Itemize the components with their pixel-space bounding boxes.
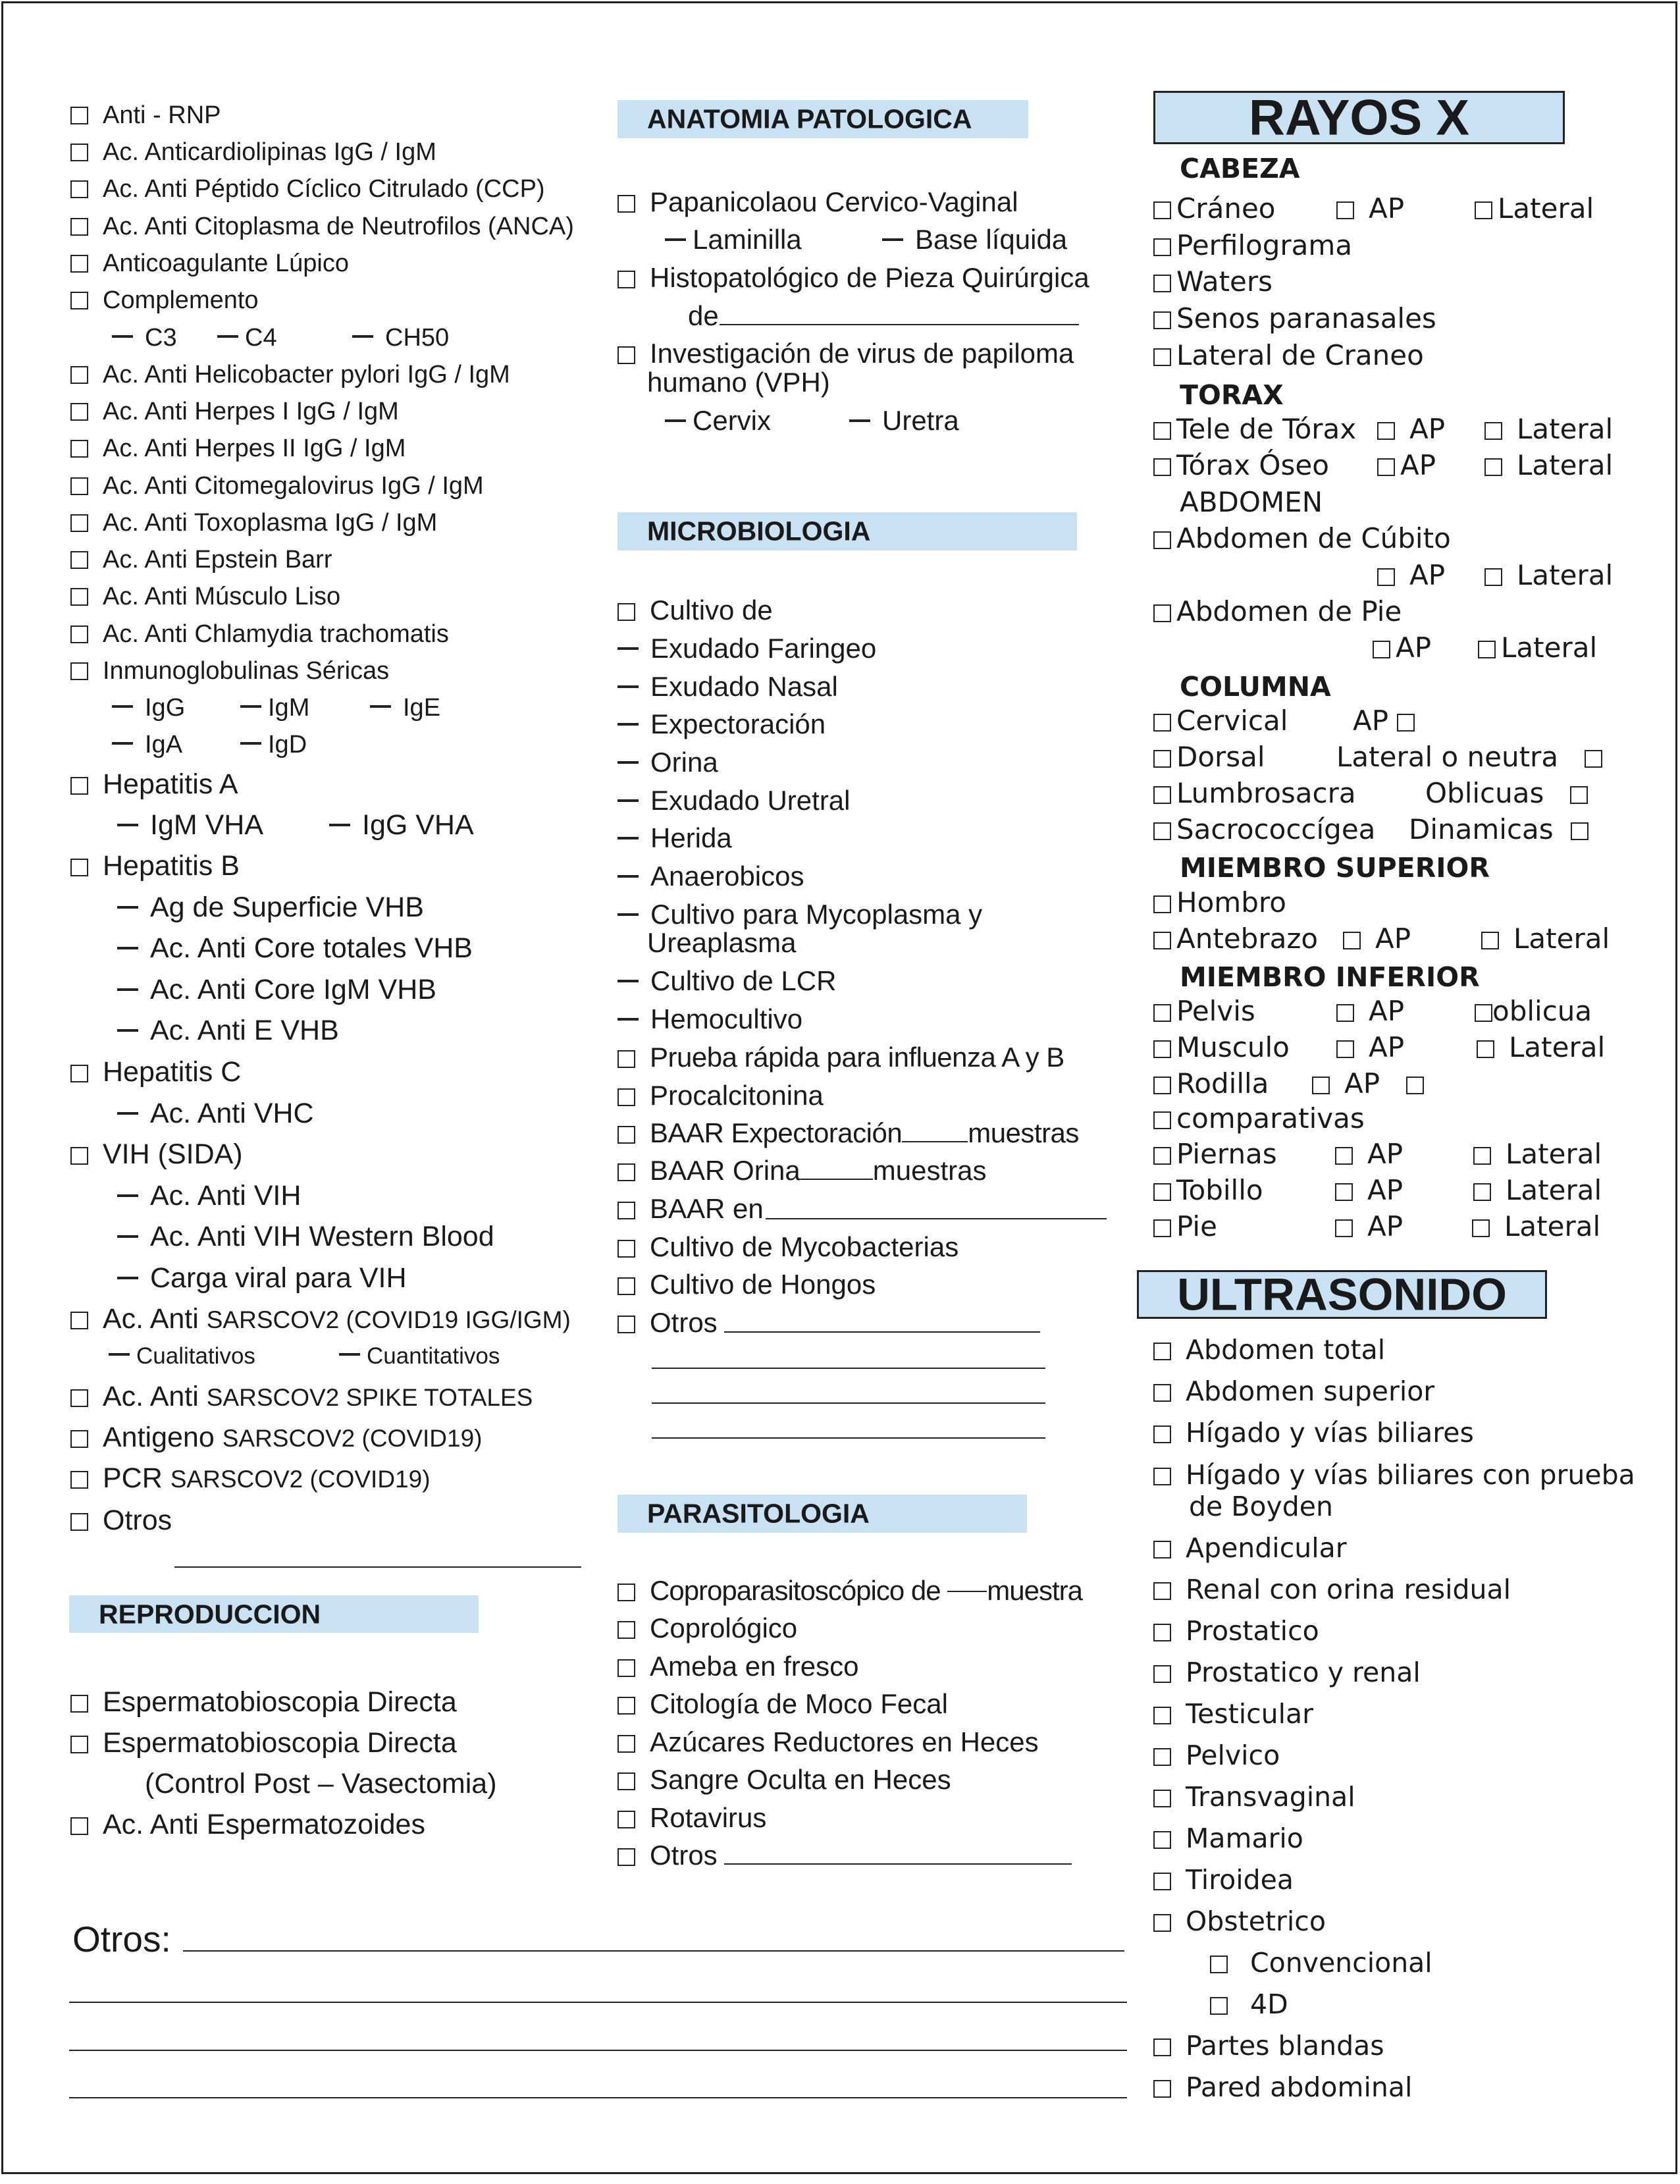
- item-vph-line2: humano (VPH): [647, 367, 830, 398]
- opt-antebrazo-ap[interactable]: AP: [1343, 925, 1411, 953]
- sub-base-liquida[interactable]: Base líquida: [882, 226, 1067, 253]
- sub-western-blood[interactable]: Ac. Anti VIH Western Blood: [117, 1223, 494, 1251]
- checkbox[interactable]: [1153, 1748, 1171, 1766]
- item-musculo[interactable]: Musculo: [1153, 1034, 1290, 1061]
- opt-musculo-ap[interactable]: AP: [1336, 1034, 1404, 1061]
- us-tiroidea[interactable]: Tiroidea: [1153, 1867, 1294, 1894]
- item-vih[interactable]: VIH (SIDA): [70, 1140, 243, 1169]
- item-procalcitonina[interactable]: Procalcitonina: [617, 1082, 824, 1109]
- sub-igg-vha[interactable]: IgG VHA: [329, 811, 474, 839]
- checkbox[interactable]: [1336, 201, 1354, 219]
- checkbox[interactable]: [1153, 1790, 1171, 1807]
- checkbox[interactable]: [1484, 422, 1502, 440]
- sub-cervix[interactable]: Cervix: [665, 407, 771, 435]
- checkbox[interactable]: [1336, 1004, 1354, 1022]
- us-pelvico[interactable]: Pelvico: [1153, 1742, 1280, 1769]
- checkbox[interactable]: [70, 218, 88, 236]
- checkbox[interactable]: [70, 588, 88, 606]
- checkbox[interactable]: [1377, 458, 1395, 476]
- item-coprologico[interactable]: Coprológico: [617, 1614, 797, 1642]
- checkbox[interactable]: [70, 1736, 88, 1753]
- checkbox[interactable]: [1473, 1147, 1491, 1165]
- item-abdomen-cubito[interactable]: Abdomen de Cúbito: [1153, 525, 1451, 552]
- sub-laminilla[interactable]: Laminilla: [665, 226, 802, 253]
- item-vph[interactable]: Investigación de virus de papiloma: [617, 340, 1074, 367]
- sub-expectoracion[interactable]: Expectoración: [617, 710, 826, 738]
- item-complemento[interactable]: Complemento: [70, 288, 259, 313]
- opt-pelvis-oblicua[interactable]: oblicua: [1475, 998, 1592, 1025]
- opt-oseo-lateral[interactable]: Lateral: [1484, 452, 1613, 479]
- subheader-cabeza: CABEZA: [1180, 153, 1300, 184]
- section-header-ultrasonido: ULTRASONIDO: [1137, 1270, 1547, 1319]
- opt-tele-ap[interactable]: AP: [1377, 415, 1445, 443]
- checkbox[interactable]: [617, 1621, 635, 1639]
- checkbox[interactable]: [1153, 1624, 1171, 1641]
- checkbox[interactable]: [1153, 1468, 1171, 1485]
- checkbox[interactable]: [1312, 1077, 1330, 1094]
- us-renal[interactable]: Renal con orina residual: [1153, 1576, 1511, 1603]
- item-tele-torax[interactable]: Tele de Tórax: [1153, 415, 1356, 443]
- sub-exudado-faringeo[interactable]: Exudado Faringeo: [617, 635, 876, 662]
- section-header-reproduccion: REPRODUCCION: [69, 1595, 479, 1633]
- item-moco-fecal[interactable]: Citología de Moco Fecal: [617, 1690, 948, 1718]
- checkbox[interactable]: [1153, 1343, 1171, 1360]
- item-influenza[interactable]: Prueba rápida para influenza A y B: [617, 1044, 1064, 1071]
- sub-cuantitativos[interactable]: Cuantitativos: [339, 1345, 500, 1368]
- checkbox[interactable]: [1210, 1956, 1228, 1973]
- checkbox[interactable]: [70, 1389, 88, 1407]
- item-anti-rnp[interactable]: Anti - RNP: [70, 103, 221, 128]
- item-baar-orina[interactable]: BAAR Orina muestras: [617, 1157, 986, 1185]
- checkbox[interactable]: [1153, 1665, 1171, 1683]
- item-baar-expectoracion[interactable]: BAAR Expectoración muestras: [617, 1119, 1079, 1147]
- item-pie[interactable]: Pie: [1153, 1213, 1217, 1240]
- sub-iga[interactable]: IgA: [112, 732, 182, 757]
- checkbox[interactable]: [1336, 1040, 1354, 1058]
- sub-anti-core-igm[interactable]: Ac. Anti Core IgM VHB: [117, 976, 436, 1004]
- checkbox[interactable]: [1473, 1183, 1491, 1201]
- item-sacrococcigea[interactable]: Sacrococcígea: [1153, 816, 1375, 843]
- item-hepatitis-a[interactable]: Hepatitis A: [70, 770, 238, 799]
- item-ameba[interactable]: Ameba en fresco: [617, 1653, 859, 1680]
- checkbox[interactable]: [1343, 932, 1361, 949]
- checkbox[interactable]: [1153, 714, 1171, 732]
- item-citomegalovirus[interactable]: Ac. Anti Citomegalovirus IgG / IgM: [70, 473, 484, 498]
- item-lumbrosacra[interactable]: Lumbrosacra: [1153, 780, 1356, 807]
- checkbox[interactable]: [1335, 1147, 1353, 1165]
- checkbox[interactable]: [1153, 311, 1171, 329]
- checkbox[interactable]: [617, 1772, 635, 1790]
- checkbox[interactable]: [1153, 1873, 1171, 1890]
- baar-exp-blank[interactable]: [902, 1141, 968, 1142]
- checkbox[interactable]: [617, 1126, 635, 1144]
- item-coproparasitoscopico[interactable]: Coproparasitoscópico de muestra: [617, 1577, 1082, 1605]
- section-header-rayos-x: RAYOS X: [1153, 91, 1565, 144]
- checkbox[interactable]: [70, 1147, 88, 1165]
- item-piernas[interactable]: Piernas: [1153, 1140, 1277, 1168]
- subheader-torax: TORAX: [1180, 379, 1284, 411]
- checkbox[interactable]: [1153, 422, 1171, 440]
- item-otros-parasito[interactable]: Otros: [617, 1842, 718, 1869]
- checkbox[interactable]: [617, 195, 635, 213]
- sub-igm-vha[interactable]: IgM VHA: [117, 811, 263, 839]
- item-perfilograma[interactable]: Perfilograma: [1153, 232, 1352, 259]
- footer-otros-line-3[interactable]: [69, 2050, 1127, 2051]
- opt-musculo-lateral[interactable]: Lateral: [1477, 1034, 1605, 1061]
- us-abdomen-superior[interactable]: Abdomen superior: [1153, 1378, 1434, 1405]
- sub-hemocultivo[interactable]: Hemocultivo: [617, 1005, 802, 1033]
- sub-ige[interactable]: IgE: [370, 695, 440, 720]
- opt-cubito-ap[interactable]: AP: [1377, 562, 1445, 589]
- opt-pie-ap-2[interactable]: AP: [1335, 1213, 1403, 1240]
- item-cervical[interactable]: Cervical: [1153, 707, 1288, 735]
- checkbox[interactable]: [617, 1202, 635, 1219]
- opt-rodilla-ap[interactable]: AP: [1312, 1070, 1424, 1098]
- checkbox[interactable]: [1153, 604, 1171, 622]
- checkbox[interactable]: [70, 440, 88, 458]
- item-otros-micro[interactable]: Otros: [617, 1309, 718, 1337]
- sub-orina[interactable]: Orina: [617, 749, 718, 776]
- checkbox[interactable]: [70, 1312, 88, 1329]
- item-histopatologico[interactable]: Histopatológico de Pieza Quirúrgica: [617, 264, 1089, 292]
- checkbox[interactable]: [1153, 1831, 1171, 1849]
- footer-otros-line-1[interactable]: [183, 1950, 1124, 1952]
- checkbox[interactable]: [617, 1811, 635, 1828]
- us-abdomen-total[interactable]: Abdomen total: [1153, 1337, 1385, 1364]
- section-header-microbiologia: MICROBIOLOGIA: [617, 512, 1077, 550]
- checkbox[interactable]: [70, 1471, 88, 1489]
- item-hepatitis-c[interactable]: Hepatitis C: [70, 1058, 241, 1086]
- checkbox[interactable]: [1585, 750, 1602, 768]
- checkbox[interactable]: [70, 777, 88, 795]
- checkbox[interactable]: [70, 107, 88, 124]
- checkbox[interactable]: [617, 1163, 635, 1181]
- sub-c3[interactable]: C3: [112, 325, 177, 350]
- checkbox[interactable]: [1153, 1914, 1171, 1932]
- otros-micro-line-3[interactable]: [652, 1402, 1045, 1404]
- checkbox[interactable]: [1153, 348, 1171, 366]
- us-pared-abdominal[interactable]: Pared abdominal: [1153, 2074, 1412, 2101]
- sub-c4[interactable]: C4: [217, 325, 277, 350]
- sub-igg[interactable]: IgG: [112, 695, 185, 720]
- item-hombro[interactable]: Hombro: [1153, 889, 1286, 917]
- item-abdomen-pie[interactable]: Abdomen de Pie: [1153, 598, 1402, 626]
- checkbox[interactable]: [1570, 786, 1588, 804]
- checkbox[interactable]: [1153, 1707, 1171, 1724]
- checkbox[interactable]: [617, 1316, 635, 1333]
- item-pelvis[interactable]: Pelvis: [1153, 998, 1255, 1025]
- item-herpes-2[interactable]: Ac. Anti Herpes II IgG / IgM: [70, 436, 406, 461]
- checkbox[interactable]: [1153, 1077, 1171, 1094]
- checkbox[interactable]: [1477, 1040, 1494, 1058]
- item-senos-paranasales[interactable]: Senos paranasales: [1153, 305, 1436, 333]
- item-covid-pcr[interactable]: PCR SARSCOV2 (COVID19): [70, 1464, 431, 1493]
- opt-tele-lateral[interactable]: Lateral: [1484, 415, 1613, 443]
- item-otros-col1[interactable]: Otros: [70, 1506, 172, 1535]
- otros-micro-line-4[interactable]: [652, 1437, 1045, 1439]
- section-header-anatomia: ANATOMIA PATOLOGICA: [617, 100, 1028, 138]
- opt-tobillo-ap[interactable]: AP: [1335, 1177, 1403, 1204]
- opt-oblicuas[interactable]: Oblicuas: [1425, 780, 1588, 807]
- subheader-abdomen: ABDOMEN: [1180, 486, 1323, 518]
- baar-en-line[interactable]: [766, 1218, 1107, 1219]
- item-anti-espermatozoides[interactable]: Ac. Anti Espermatozoides: [70, 1811, 425, 1839]
- item-mycobacterias[interactable]: Cultivo de Mycobacterias: [617, 1233, 958, 1261]
- checkbox[interactable]: [70, 662, 88, 680]
- item-control-post-vasectomia: (Control Post – Vasectomia): [145, 1768, 497, 1799]
- us-higado-boyden-line2: de Boyden: [1189, 1491, 1333, 1522]
- item-musculo-liso[interactable]: Ac. Anti Músculo Liso: [70, 584, 340, 609]
- checkbox[interactable]: [1335, 1183, 1353, 1201]
- subheader-columna: COLUMNA: [1180, 671, 1331, 703]
- checkbox[interactable]: [1153, 531, 1171, 549]
- checkbox[interactable]: [1478, 641, 1496, 658]
- opt-tobillo-lateral[interactable]: Lateral: [1473, 1177, 1602, 1204]
- checkbox[interactable]: [1153, 1219, 1171, 1237]
- otros-parasito-line[interactable]: [724, 1863, 1072, 1865]
- checkbox[interactable]: [1475, 1004, 1492, 1022]
- item-espermato-directa[interactable]: Espermatobioscopia Directa: [70, 1688, 457, 1717]
- checkbox[interactable]: [617, 1584, 635, 1601]
- checkbox[interactable]: [70, 1065, 88, 1082]
- checkbox[interactable]: [1484, 568, 1502, 586]
- checkbox[interactable]: [617, 1050, 635, 1068]
- checkbox[interactable]: [1335, 1219, 1353, 1237]
- opt-pelvis-ap[interactable]: AP: [1336, 998, 1404, 1025]
- item-inmunoglobulinas[interactable]: Inmunoglobulinas Séricas: [70, 658, 389, 683]
- checkbox[interactable]: [1153, 895, 1171, 913]
- checkbox[interactable]: [617, 1659, 635, 1677]
- item-espermato-vasectomia[interactable]: Espermatobioscopia Directa: [70, 1729, 457, 1757]
- item-antebrazo[interactable]: Antebrazo: [1153, 925, 1318, 953]
- us-prostatico-renal[interactable]: Prostatico y renal: [1153, 1659, 1421, 1686]
- item-hongos[interactable]: Cultivo de Hongos: [617, 1271, 876, 1298]
- checkbox[interactable]: [1153, 275, 1171, 292]
- checkbox[interactable]: [617, 346, 635, 364]
- checkbox[interactable]: [617, 1277, 635, 1295]
- opt-pie-lateral-2[interactable]: Lateral: [1472, 1213, 1600, 1240]
- opt-craneo-ap[interactable]: AP: [1336, 195, 1404, 223]
- item-covid-antigeno[interactable]: Antigeno SARSCOV2 (COVID19): [70, 1424, 483, 1452]
- checkbox[interactable]: [1210, 1997, 1228, 2015]
- item-toxoplasma[interactable]: Ac. Anti Toxoplasma IgG / IgM: [70, 510, 437, 535]
- otros-micro-line-1[interactable]: [724, 1331, 1040, 1333]
- checkbox[interactable]: [1153, 2038, 1171, 2056]
- checkbox[interactable]: [1571, 822, 1588, 840]
- checkbox[interactable]: [1153, 1183, 1171, 1201]
- subheader-miembro-superior: MIEMBRO SUPERIOR: [1180, 852, 1490, 884]
- item-anca[interactable]: Ac. Anti Citoplasma de Neutrofilos (ANCA): [70, 214, 574, 239]
- checkbox[interactable]: [1481, 932, 1499, 949]
- sub-cualitativos[interactable]: Cualitativos: [109, 1345, 255, 1368]
- checkbox[interactable]: [70, 514, 88, 532]
- item-chlamydia[interactable]: Ac. Anti Chlamydia trachomatis: [70, 622, 449, 647]
- histo-de-line[interactable]: [720, 324, 1079, 325]
- opt-piernas-lateral[interactable]: Lateral: [1473, 1140, 1602, 1168]
- sub-herida[interactable]: Herida: [617, 824, 732, 852]
- item-ccp[interactable]: Ac. Anti Péptido Cíclico Citrulado (CCP): [70, 176, 545, 201]
- footer-otros-label: Otros:: [72, 1919, 171, 1959]
- checkbox[interactable]: [617, 1240, 635, 1258]
- us-higado[interactable]: Hígado y vías biliares: [1153, 1420, 1474, 1447]
- checkbox[interactable]: [1397, 714, 1415, 732]
- checkbox[interactable]: [1484, 458, 1502, 476]
- checkbox[interactable]: [70, 859, 88, 876]
- us-4d[interactable]: 4D: [1210, 1991, 1288, 2018]
- opt-pie-lateral[interactable]: Lateral: [1478, 634, 1597, 662]
- checkbox[interactable]: [70, 144, 88, 161]
- copro-blank[interactable]: [947, 1591, 987, 1592]
- footer-otros-line-4[interactable]: [69, 2097, 1127, 2098]
- checkbox[interactable]: [70, 255, 88, 273]
- checkbox[interactable]: [1472, 1219, 1490, 1237]
- opt-craneo-lateral[interactable]: Lateral: [1475, 195, 1594, 223]
- checkbox[interactable]: [1153, 1004, 1171, 1022]
- us-prostatico[interactable]: Prostatico: [1153, 1618, 1319, 1645]
- checkbox[interactable]: [617, 1848, 635, 1866]
- item-sangre-oculta[interactable]: Sangre Oculta en Heces: [617, 1766, 951, 1794]
- checkbox[interactable]: [617, 1735, 635, 1753]
- checkbox[interactable]: [70, 477, 88, 495]
- sub-carga-viral[interactable]: Carga viral para VIH: [117, 1264, 407, 1292]
- item-azucares[interactable]: Azúcares Reductores en Heces: [617, 1728, 1039, 1756]
- item-hepatitis-b[interactable]: Hepatitis B: [70, 852, 240, 880]
- item-anticardiolipinas[interactable]: Ac. Anticardiolipinas IgG / IgM: [70, 140, 436, 165]
- checkbox[interactable]: [70, 1430, 88, 1448]
- sub-ag-superficie[interactable]: Ag de Superficie VHB: [117, 893, 424, 922]
- item-comparativas[interactable]: comparativas: [1153, 1105, 1365, 1132]
- checkbox[interactable]: [1373, 641, 1390, 658]
- checkbox[interactable]: [1153, 1384, 1171, 1402]
- us-higado-boyden[interactable]: Hígado y vías biliares con prueba: [1153, 1462, 1635, 1489]
- otros-col1-line[interactable]: [174, 1566, 581, 1568]
- us-apendicular[interactable]: Apendicular: [1153, 1535, 1347, 1562]
- checkbox[interactable]: [70, 366, 88, 384]
- checkbox[interactable]: [1153, 932, 1171, 949]
- sub-anti-core-totales[interactable]: Ac. Anti Core totales VHB: [117, 934, 473, 963]
- checkbox[interactable]: [70, 403, 88, 421]
- checkbox[interactable]: [1153, 750, 1171, 768]
- item-torax-oseo[interactable]: Tórax Óseo: [1153, 452, 1329, 479]
- checkbox[interactable]: [70, 626, 88, 643]
- item-craneo[interactable]: Cráneo: [1153, 195, 1276, 223]
- otros-micro-line-2[interactable]: [652, 1368, 1045, 1369]
- item-baar-en[interactable]: BAAR en: [617, 1195, 764, 1223]
- item-papanicolaou[interactable]: Papanicolaou Cervico-Vaginal: [617, 188, 1018, 216]
- sub-exudado-nasal[interactable]: Exudado Nasal: [617, 673, 838, 701]
- subheader-miembro-inferior: MIEMBRO INFERIOR: [1180, 961, 1480, 993]
- checkbox[interactable]: [70, 1817, 88, 1835]
- checkbox[interactable]: [1153, 1040, 1171, 1058]
- checkbox[interactable]: [1153, 2080, 1171, 2098]
- opt-cubito-lateral[interactable]: Lateral: [1484, 562, 1613, 589]
- item-tobillo[interactable]: Tobillo: [1153, 1177, 1263, 1204]
- checkbox[interactable]: [70, 551, 88, 569]
- item-rodilla[interactable]: Rodilla: [1153, 1070, 1269, 1098]
- us-transvaginal[interactable]: Transvaginal: [1153, 1784, 1355, 1811]
- checkbox[interactable]: [1153, 822, 1171, 840]
- sub-anti-vhc[interactable]: Ac. Anti VHC: [117, 1100, 314, 1128]
- checkbox[interactable]: [1475, 201, 1492, 219]
- checkbox[interactable]: [1153, 238, 1171, 256]
- checkbox[interactable]: [617, 1697, 635, 1715]
- checkbox[interactable]: [617, 603, 635, 621]
- sub-uretra[interactable]: Uretra: [849, 407, 959, 435]
- sub-igm[interactable]: IgM: [240, 695, 309, 720]
- checkbox[interactable]: [1153, 1582, 1171, 1600]
- footer-otros-line-2[interactable]: [69, 2002, 1127, 2003]
- checkbox[interactable]: [1377, 568, 1395, 586]
- section-header-parasitologia: PARASITOLOGIA: [617, 1495, 1027, 1533]
- checkbox[interactable]: [1153, 1541, 1171, 1558]
- checkbox[interactable]: [1153, 1425, 1171, 1443]
- opt-antebrazo-lateral[interactable]: Lateral: [1481, 925, 1610, 953]
- sub-ch50[interactable]: CH50: [352, 325, 449, 350]
- item-rotavirus[interactable]: Rotavirus: [617, 1804, 766, 1832]
- checkbox[interactable]: [70, 292, 88, 309]
- sub-anti-e[interactable]: Ac. Anti E VHB: [117, 1017, 339, 1045]
- sub-anaerobicos[interactable]: Anaerobicos: [617, 863, 804, 890]
- item-cultivo-de[interactable]: Cultivo de: [617, 597, 773, 624]
- item-covid-anticuerpos[interactable]: Ac. Anti SARSCOV2 (COVID19 IGG/IGM): [70, 1305, 571, 1333]
- sub-igd[interactable]: IgD: [240, 732, 307, 757]
- item-epstein-barr[interactable]: Ac. Anti Epstein Barr: [70, 547, 332, 572]
- item-anticoagulante[interactable]: Anticoagulante Lúpico: [70, 251, 349, 276]
- opt-piernas-ap[interactable]: AP: [1335, 1140, 1403, 1168]
- opt-dinamicas[interactable]: Dinamicas: [1409, 816, 1588, 843]
- us-obstetrico[interactable]: Obstetrico: [1153, 1908, 1326, 1935]
- opt-lateral-neutra[interactable]: Lateral o neutra: [1336, 743, 1602, 771]
- checkbox[interactable]: [70, 1695, 88, 1713]
- sub-mycoplasma-line2: Ureaplasma: [647, 927, 797, 958]
- checkbox[interactable]: [1406, 1077, 1424, 1094]
- sub-cultivo-lcr[interactable]: Cultivo de LCR: [617, 967, 836, 995]
- item-helicobacter[interactable]: Ac. Anti Helicobacter pylori IgG / IgM: [70, 362, 510, 387]
- histo-de-label: de: [688, 300, 719, 331]
- us-mamario[interactable]: Mamario: [1153, 1825, 1303, 1852]
- item-lateral-craneo[interactable]: Lateral de Craneo: [1153, 342, 1424, 369]
- checkbox[interactable]: [1153, 1111, 1171, 1129]
- checkbox[interactable]: [70, 1513, 88, 1531]
- opt-oseo-ap[interactable]: AP: [1377, 452, 1436, 479]
- checkbox[interactable]: [1377, 422, 1395, 440]
- sub-exudado-uretral[interactable]: Exudado Uretral: [617, 787, 851, 814]
- checkbox[interactable]: [1153, 458, 1171, 476]
- checkbox[interactable]: [1153, 201, 1171, 219]
- us-convencional[interactable]: Convencional: [1210, 1950, 1432, 1977]
- baar-orina-blank[interactable]: [801, 1179, 873, 1180]
- item-dorsal[interactable]: Dorsal: [1153, 743, 1265, 771]
- item-herpes-1[interactable]: Ac. Anti Herpes I IgG / IgM: [70, 399, 399, 424]
- us-testicular[interactable]: Testicular: [1153, 1701, 1313, 1728]
- checkbox[interactable]: [70, 180, 88, 198]
- checkbox[interactable]: [617, 271, 635, 288]
- opt-pie-ap[interactable]: AP: [1373, 634, 1431, 662]
- checkbox[interactable]: [1153, 786, 1171, 804]
- item-covid-spike[interactable]: Ac. Anti SARSCOV2 SPIKE TOTALES: [70, 1383, 533, 1411]
- opt-cervical-ap[interactable]: AP: [1353, 707, 1415, 735]
- sub-mycoplasma[interactable]: Cultivo para Mycoplasma y: [617, 901, 982, 928]
- sub-anti-vih[interactable]: Ac. Anti VIH: [117, 1182, 301, 1210]
- us-partes-blandas[interactable]: Partes blandas: [1153, 2033, 1384, 2060]
- checkbox[interactable]: [1153, 1147, 1171, 1165]
- checkbox[interactable]: [617, 1088, 635, 1106]
- item-waters[interactable]: Waters: [1153, 268, 1273, 296]
